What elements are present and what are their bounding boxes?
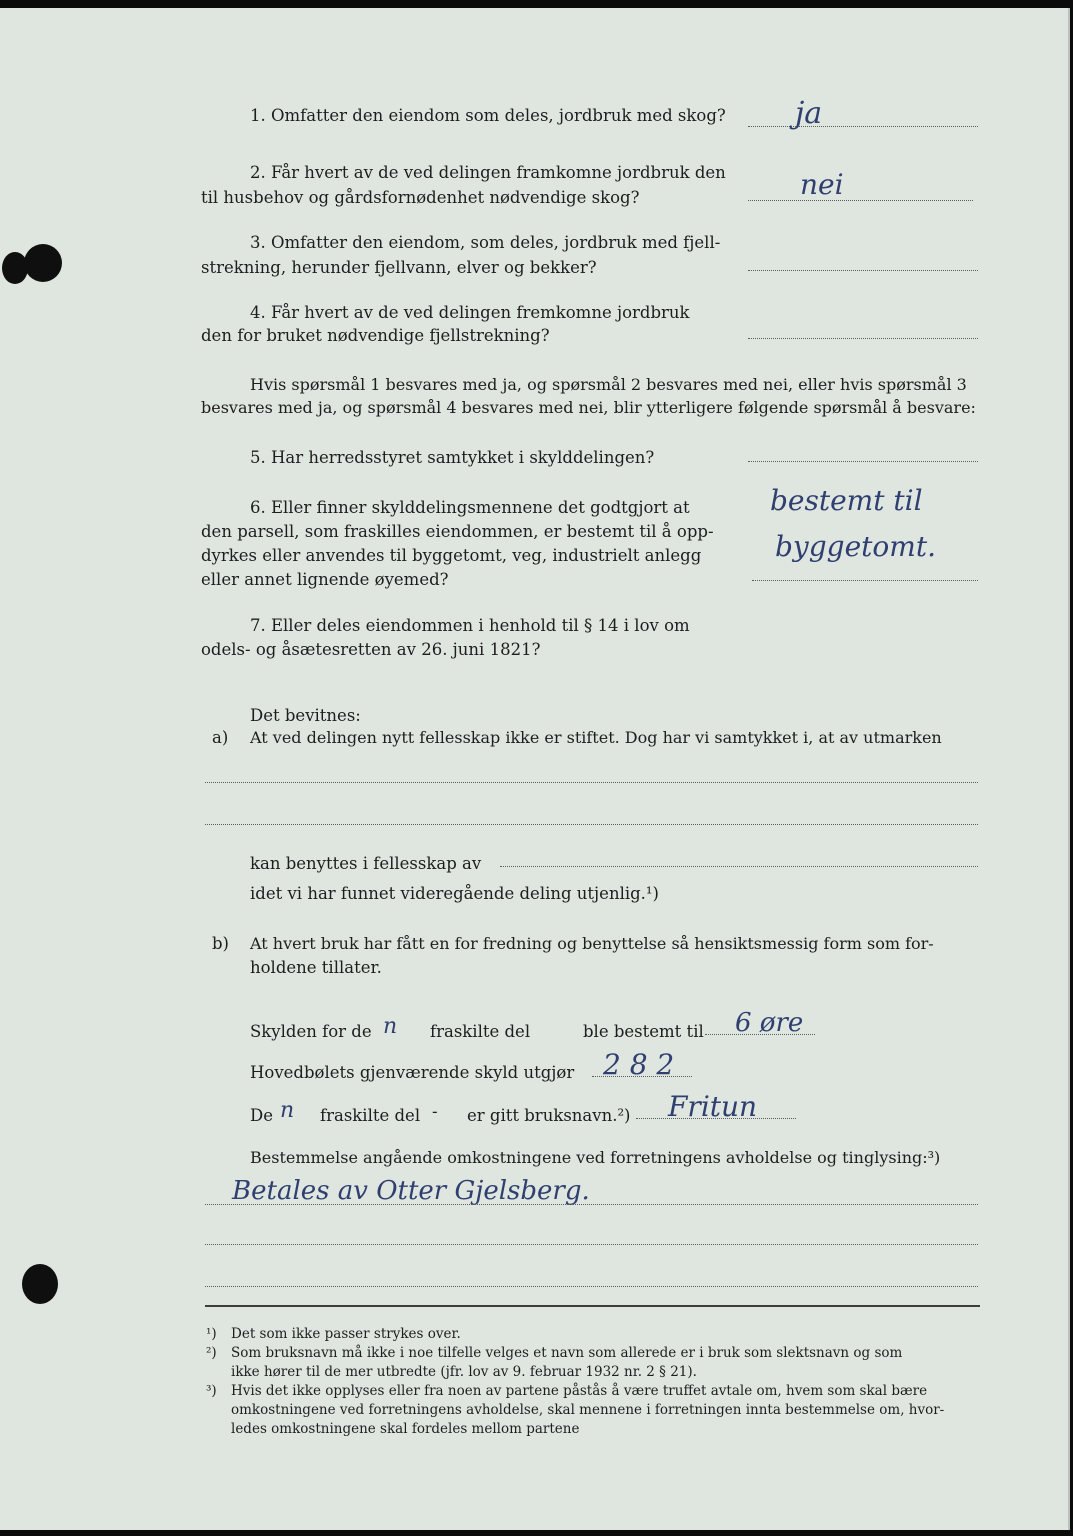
testimony-heading: Det bevitnes: (250, 706, 361, 725)
testimony-b-line-2: holdene tillater. (250, 958, 382, 977)
answer-line-5 (748, 461, 978, 462)
costs-line-1 (205, 1204, 978, 1205)
question-1: 1. Omfatter den eiendom som deles, jordbruk med skog? (250, 106, 726, 125)
form-page (0, 8, 1070, 1530)
name-mid: fraskilte del (320, 1106, 421, 1125)
share-suffix: ble bestemt til (583, 1022, 704, 1041)
question-6-line-4: eller annet lignende øyemed? (201, 570, 449, 589)
question-2-line-2: til husbehov og gårdsfornødenhet nødvendige skog? (201, 188, 640, 207)
answer-line-4 (748, 338, 978, 339)
costs-line-3 (205, 1286, 978, 1287)
question-4-line-1: 4. Får hvert av de ved delingen fremkomne jordbruk (250, 303, 690, 322)
answer-line-3 (748, 270, 978, 271)
name-dash: - (432, 1102, 438, 1121)
footnote-3-marker: ³) (206, 1383, 217, 1399)
costs-label: Bestemmelse angående omkostningene ved forretningens avholdelse og tinglysing:³) (250, 1148, 941, 1167)
share-prefix: Skylden for de (250, 1022, 372, 1041)
share-value: 6 øre (735, 1008, 804, 1038)
share-handwritten-n: n (383, 1014, 398, 1039)
shared-use-label: kan benyttes i fellesskap av (250, 854, 482, 873)
punch-hole-3 (22, 1264, 58, 1304)
name-handwritten-n: n (280, 1098, 295, 1123)
name-suffix: er gitt bruksnavn.²) (467, 1106, 631, 1125)
share-mid: fraskilte del (430, 1022, 531, 1041)
costs-value: Betales av Otter Gjelsberg. (232, 1176, 590, 1206)
main-remaining-label: Hovedbølets gjenværende skyld utgjør (250, 1063, 575, 1082)
utmark-line-2 (205, 824, 978, 825)
finding-text: idet vi har funnet videregående deling utjenlig.¹) (250, 884, 659, 903)
footnote-3-line-3: ledes omkostningene skal fordeles mellom partene (231, 1421, 580, 1437)
punch-hole-2 (24, 244, 62, 282)
question-2-line-1: 2. Får hvert av de ved delingen framkomne jordbruk den (250, 163, 726, 182)
answer-line-1 (748, 126, 978, 127)
answer-line-6 (752, 580, 978, 581)
answer-line-2 (748, 200, 973, 201)
condition-line-2: besvares med ja, og spørsmål 4 besvares med nei, blir ytterligere følgende spørsmål å besvare: (201, 398, 976, 417)
footnote-3-line-1: Hvis det ikke opplyses eller fra noen av partene påstås å være truffet avtale om, hvem som skal bære (231, 1383, 928, 1399)
testimony-a-marker: a) (212, 728, 229, 747)
answer-6-line-2: byggetomt. (775, 530, 936, 563)
question-7-line-2: odels- og åsætesretten av 26. juni 1821? (201, 640, 541, 659)
condition-line-1: Hvis spørsmål 1 besvares med ja, og spørsmål 2 besvares med nei, eller hvis spørsmål 3 (250, 375, 967, 394)
footnote-rule (205, 1305, 980, 1307)
answer-1: ja (795, 96, 823, 131)
question-3-line-1: 3. Omfatter den eiendom, som deles, jordbruk med fjell- (250, 233, 721, 252)
question-6-line-2: den parsell, som fraskilles eiendommen, er bestemt til å opp- (201, 522, 714, 541)
footnote-3-line-2: omkostningene ved forretningens avholdelse, skal mennene i forretningen innta bestemmelse om, hvor- (231, 1402, 945, 1418)
shared-use-line (500, 866, 978, 867)
utmark-line-1 (205, 782, 978, 783)
question-7-line-1: 7. Eller deles eiendommen i henhold til § 14 i lov om (250, 616, 690, 635)
testimony-b-marker: b) (212, 934, 229, 953)
footnote-1-marker: ¹) (206, 1326, 217, 1342)
costs-line-2 (205, 1244, 978, 1245)
question-5: 5. Har herredsstyret samtykket i skylddelingen? (250, 448, 655, 467)
footnote-2-marker: ²) (206, 1345, 217, 1361)
testimony-b-line-1: At hvert bruk har fått en for fredning og benyttelse så hensiktsmessig form som for- (250, 934, 934, 953)
name-value: Fritun (668, 1090, 758, 1123)
testimony-a-text: At ved delingen nytt fellesskap ikke er stiftet. Dog har vi samtykket i, at av utmarken (250, 728, 942, 747)
footnote-2-line-2: ikke hører til de mer utbredte (jfr. lov av 9. februar 1932 nr. 2 § 21). (231, 1364, 697, 1380)
question-6-line-3: dyrkes eller anvendes til byggetomt, veg, industrielt anlegg (201, 546, 702, 565)
main-remaining-value: 2 8 2 (603, 1048, 675, 1081)
footnote-1-line-1: Det som ikke passer strykes over. (231, 1326, 461, 1342)
question-4-line-2: den for bruket nødvendige fjellstrekning? (201, 326, 550, 345)
answer-6-line-1: bestemt til (770, 484, 923, 517)
question-3-line-2: strekning, herunder fjellvann, elver og bekker? (201, 258, 597, 277)
question-6-line-1: 6. Eller finner skylddelingsmennene det godtgjort at (250, 498, 690, 517)
answer-2: nei (800, 168, 844, 201)
name-prefix: De (250, 1106, 273, 1125)
footnote-2-line-1: Som bruksnavn må ikke i noe tilfelle velges et navn som allerede er i bruk som slektsnavn og som (231, 1345, 903, 1361)
